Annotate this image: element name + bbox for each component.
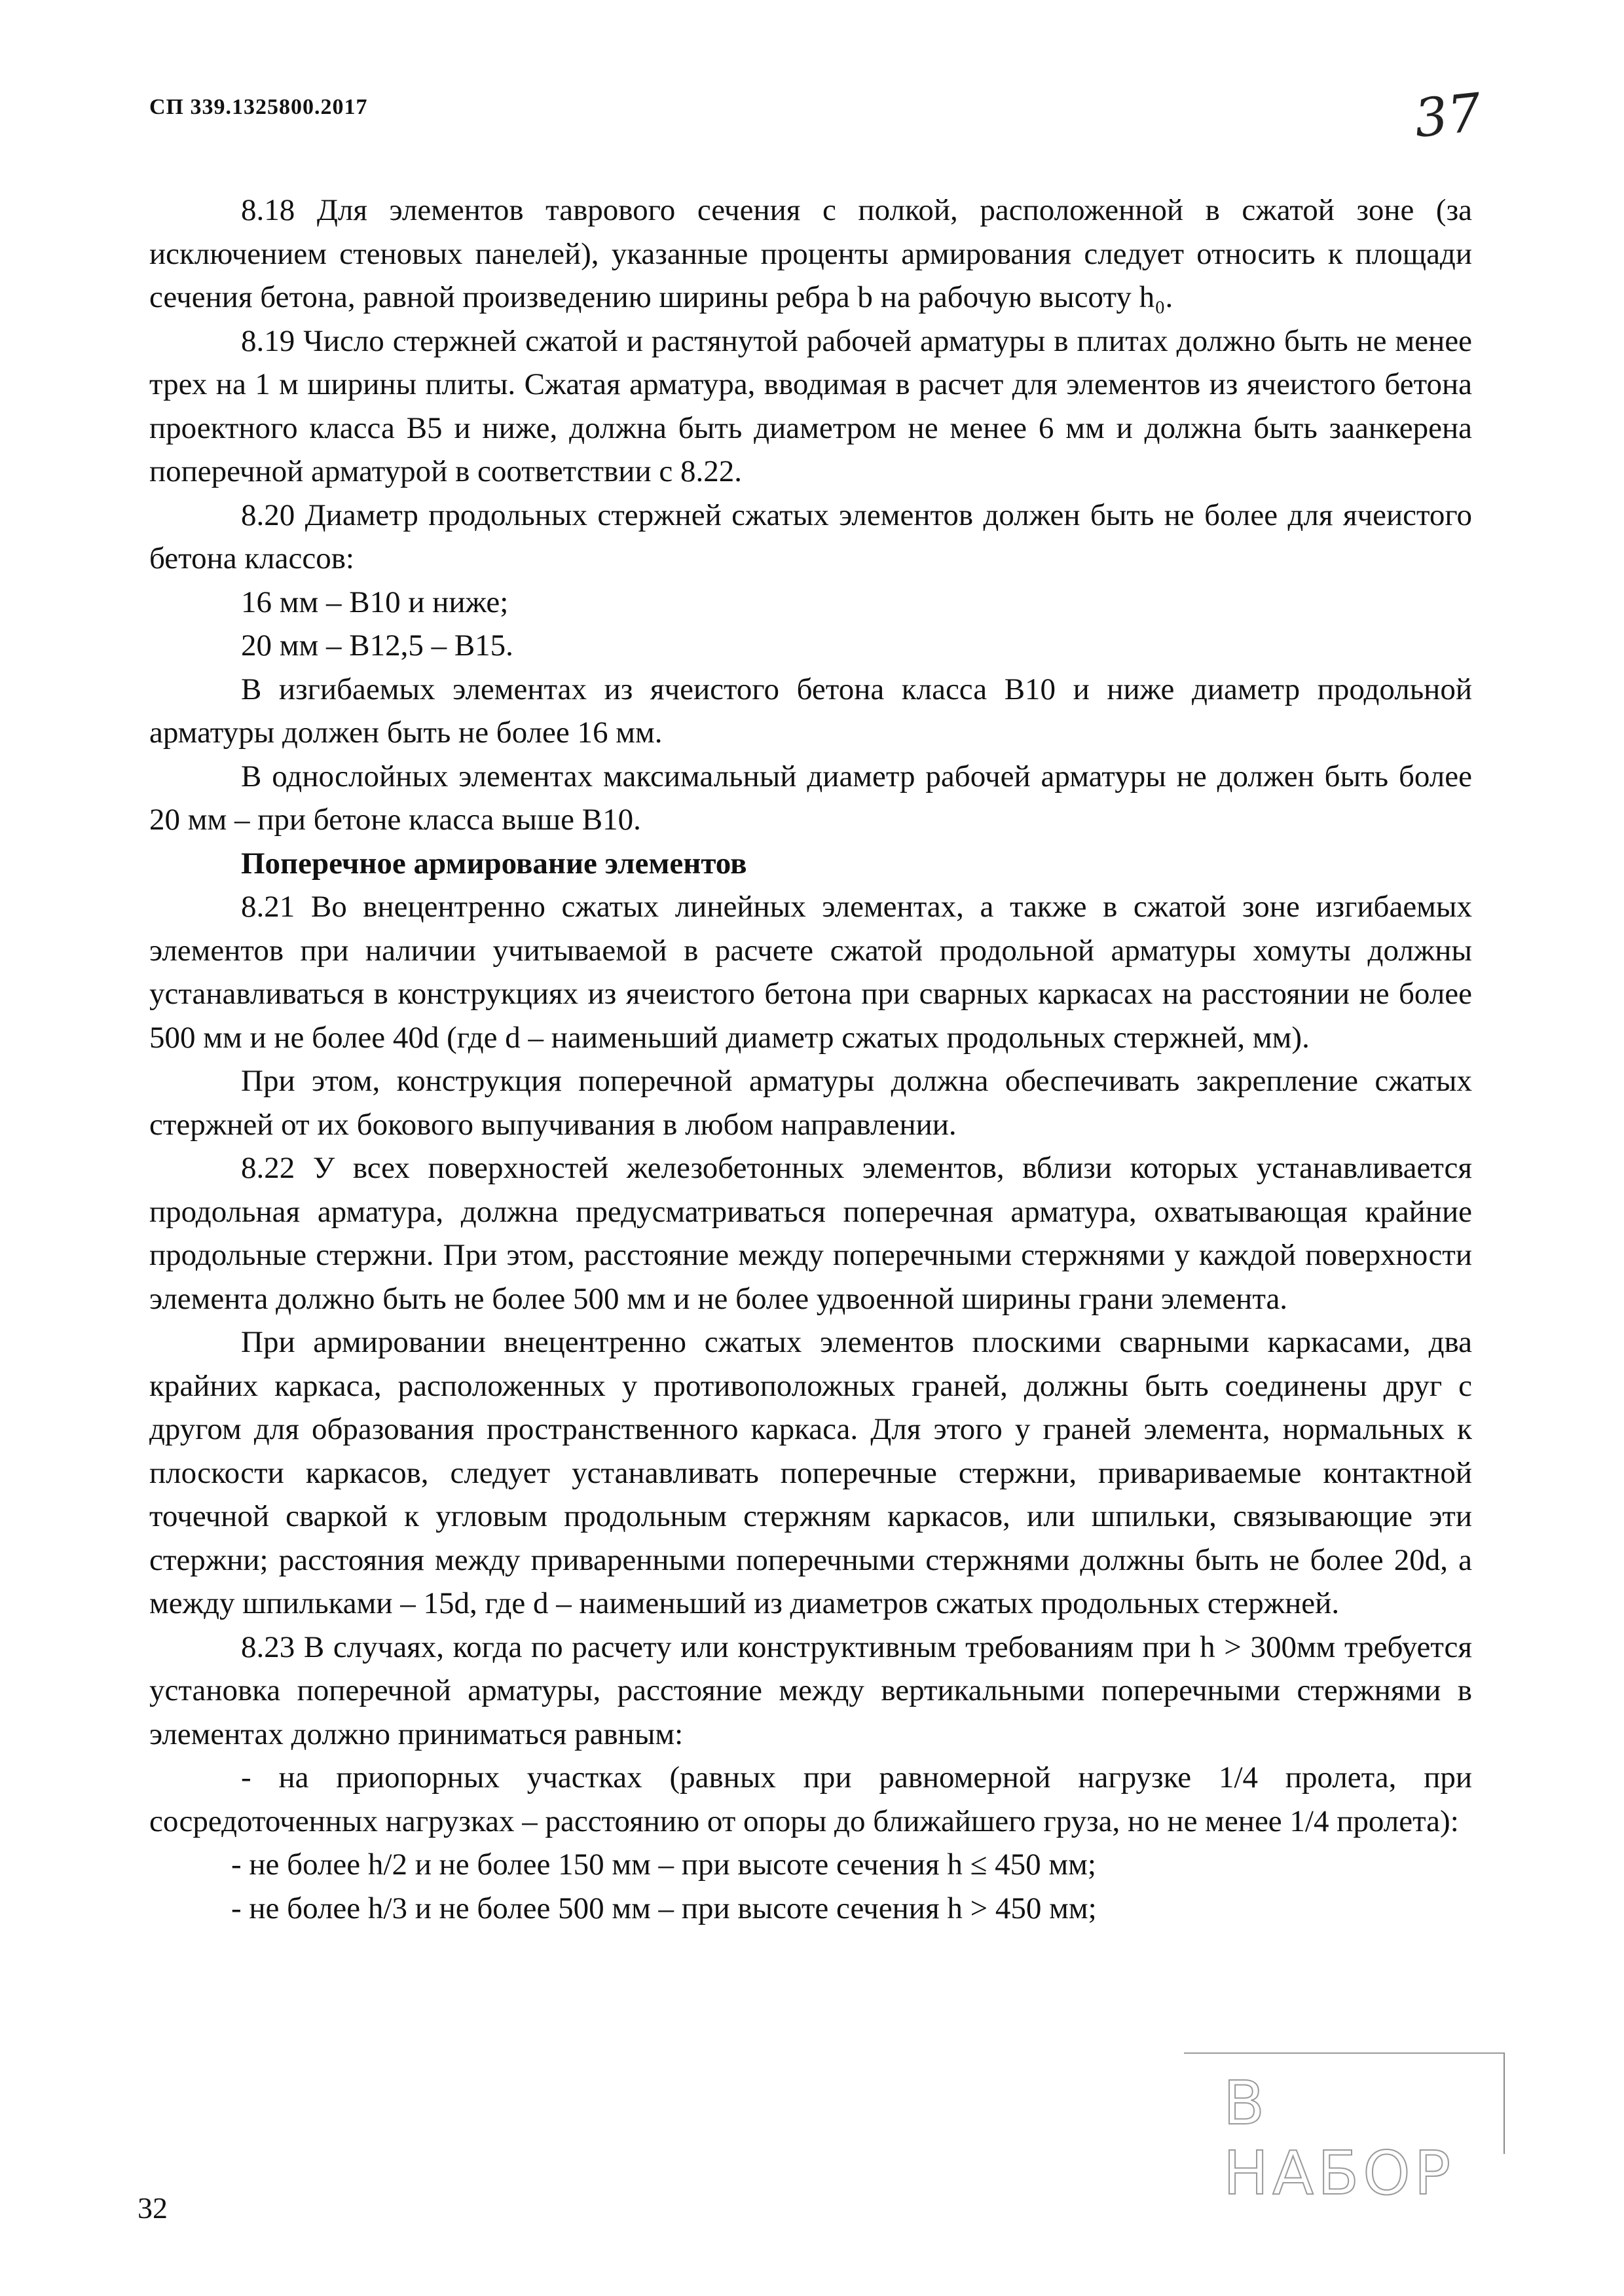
paragraph-flat-welded-frames: При армировании внецентренно сжатых элементов плоскими сварными каркасами, два крайних каркаса, расположенных у противоположных граней, должны быть соединены друг с другом для образования пространственного каркаса. Для этого у граней элемента, нормальных к плоскости каркасов, следует устанавливать поперечные стержни, привариваемые контактной точечной сваркой к угловым продольным стержням каркасов, или шпильки, связывающие эти стержни; расстояния между приваренными поперечными стержнями должны быть не более 20d, а между шпильками – 15d, где d – наименьший из диаметров сжатых продольных стержней. <box>149 1325 1472 1620</box>
paragraph-8-18: 8.18 Для элементов таврового сечения с полкой, расположенной в сжатой зоне (за исключением стеновых панелей), указанные проценты армирования следует относить к площади сечения бетона, равной произведению ширины ребра b на рабочую высоту h₀. <box>149 193 1472 314</box>
paragraph-8-20: 8.20 Диаметр продольных стержней сжатых элементов должен быть не более для ячеистого бетона классов: <box>149 498 1472 575</box>
document-code: СП 339.1325800.2017 <box>149 95 368 119</box>
paragraph-8-22: 8.22 У всех поверхностей железобетонных элементов, вблизи которых устанавливается продольная арматура, должна предусматриваться поперечная арматура, охватывающая крайние продольные стержни. При этом, расстояние между поперечными стержнями у каждой поверхности элемента должно быть не более 500 мм и не более удвоенной ширины грани элемента. <box>149 1151 1472 1316</box>
paragraph-transverse-construction: При этом, конструкция поперечной арматуры должна обеспечивать закрепление сжатых стержней от их бокового выпучивания в любом направлении. <box>149 1064 1472 1142</box>
section-heading: Поперечное армирование элементов <box>241 846 747 881</box>
list-item-h-450-gt: - не более h/3 и не более 500 мм – при высоте сечения h > 450 мм; <box>231 1891 1097 1925</box>
page-number: 32 <box>138 2191 168 2225</box>
paragraph-8-21: 8.21 Во внецентренно сжатых линейных элементах, а также в сжатой зоне изгибаемых элементов при наличии учитываемой в расчете сжатой продольной арматуры хомуты должны устанавливаться в конструкциях из ячеистого бетона при сварных каркасах на расстоянии не более 500 мм и не более 40d (где d – наименьший диаметр сжатых продольных стержней, мм). <box>149 890 1472 1055</box>
paragraph-bending-elements: В изгибаемых элементах из ячеистого бетона класса В10 и ниже диаметр продольной арматуры должен быть не более 16 мм. <box>149 672 1472 750</box>
stamp-box <box>1184 2052 1505 2208</box>
list-item-b12-5: 20 мм – В12,5 – В15. <box>241 629 513 663</box>
handwritten-page-number: 37 <box>1411 81 1485 150</box>
paragraph-single-layer: В однослойных элементах максимальный диаметр рабочей арматуры не должен быть более 20 мм – при бетоне класса выше В10. <box>149 759 1472 837</box>
paragraph-8-23: 8.23 В случаях, когда по расчету или конструктивным требованиям при h > 300мм требуется установка поперечной арматуры, расстояние между вертикальными поперечными стержнями в элементах должно приниматься равным: <box>149 1630 1472 1751</box>
list-item-b10: 16 мм – В10 и ниже; <box>241 585 509 619</box>
list-item-support-areas: - на приопорных участках (равных при равномерной нагрузке 1/4 пролета, при сосредоточенных нагрузках – расстоянию от опоры до ближайшего груза, но не менее 1/4 пролета): <box>149 1760 1472 1838</box>
paragraph-8-19: 8.19 Число стержней сжатой и растянутой рабочей арматуры в плитах должно быть не менее трех на 1 м ширины плиты. Сжатая арматура, вводимая в расчет для элементов из ячеистого бетона проектного класса В5 и ниже, должна быть диаметром не менее 6 мм и должна быть заанкерена поперечной арматурой в соответствии с 8.22. <box>149 323 1472 488</box>
document-body <box>149 189 1472 1930</box>
list-item-h-450-le: - не более h/2 и не более 150 мм – при высоте сечения h ≤ 450 мм; <box>231 1848 1096 1882</box>
stamp-text: В НАБОР <box>1223 2068 1455 2208</box>
